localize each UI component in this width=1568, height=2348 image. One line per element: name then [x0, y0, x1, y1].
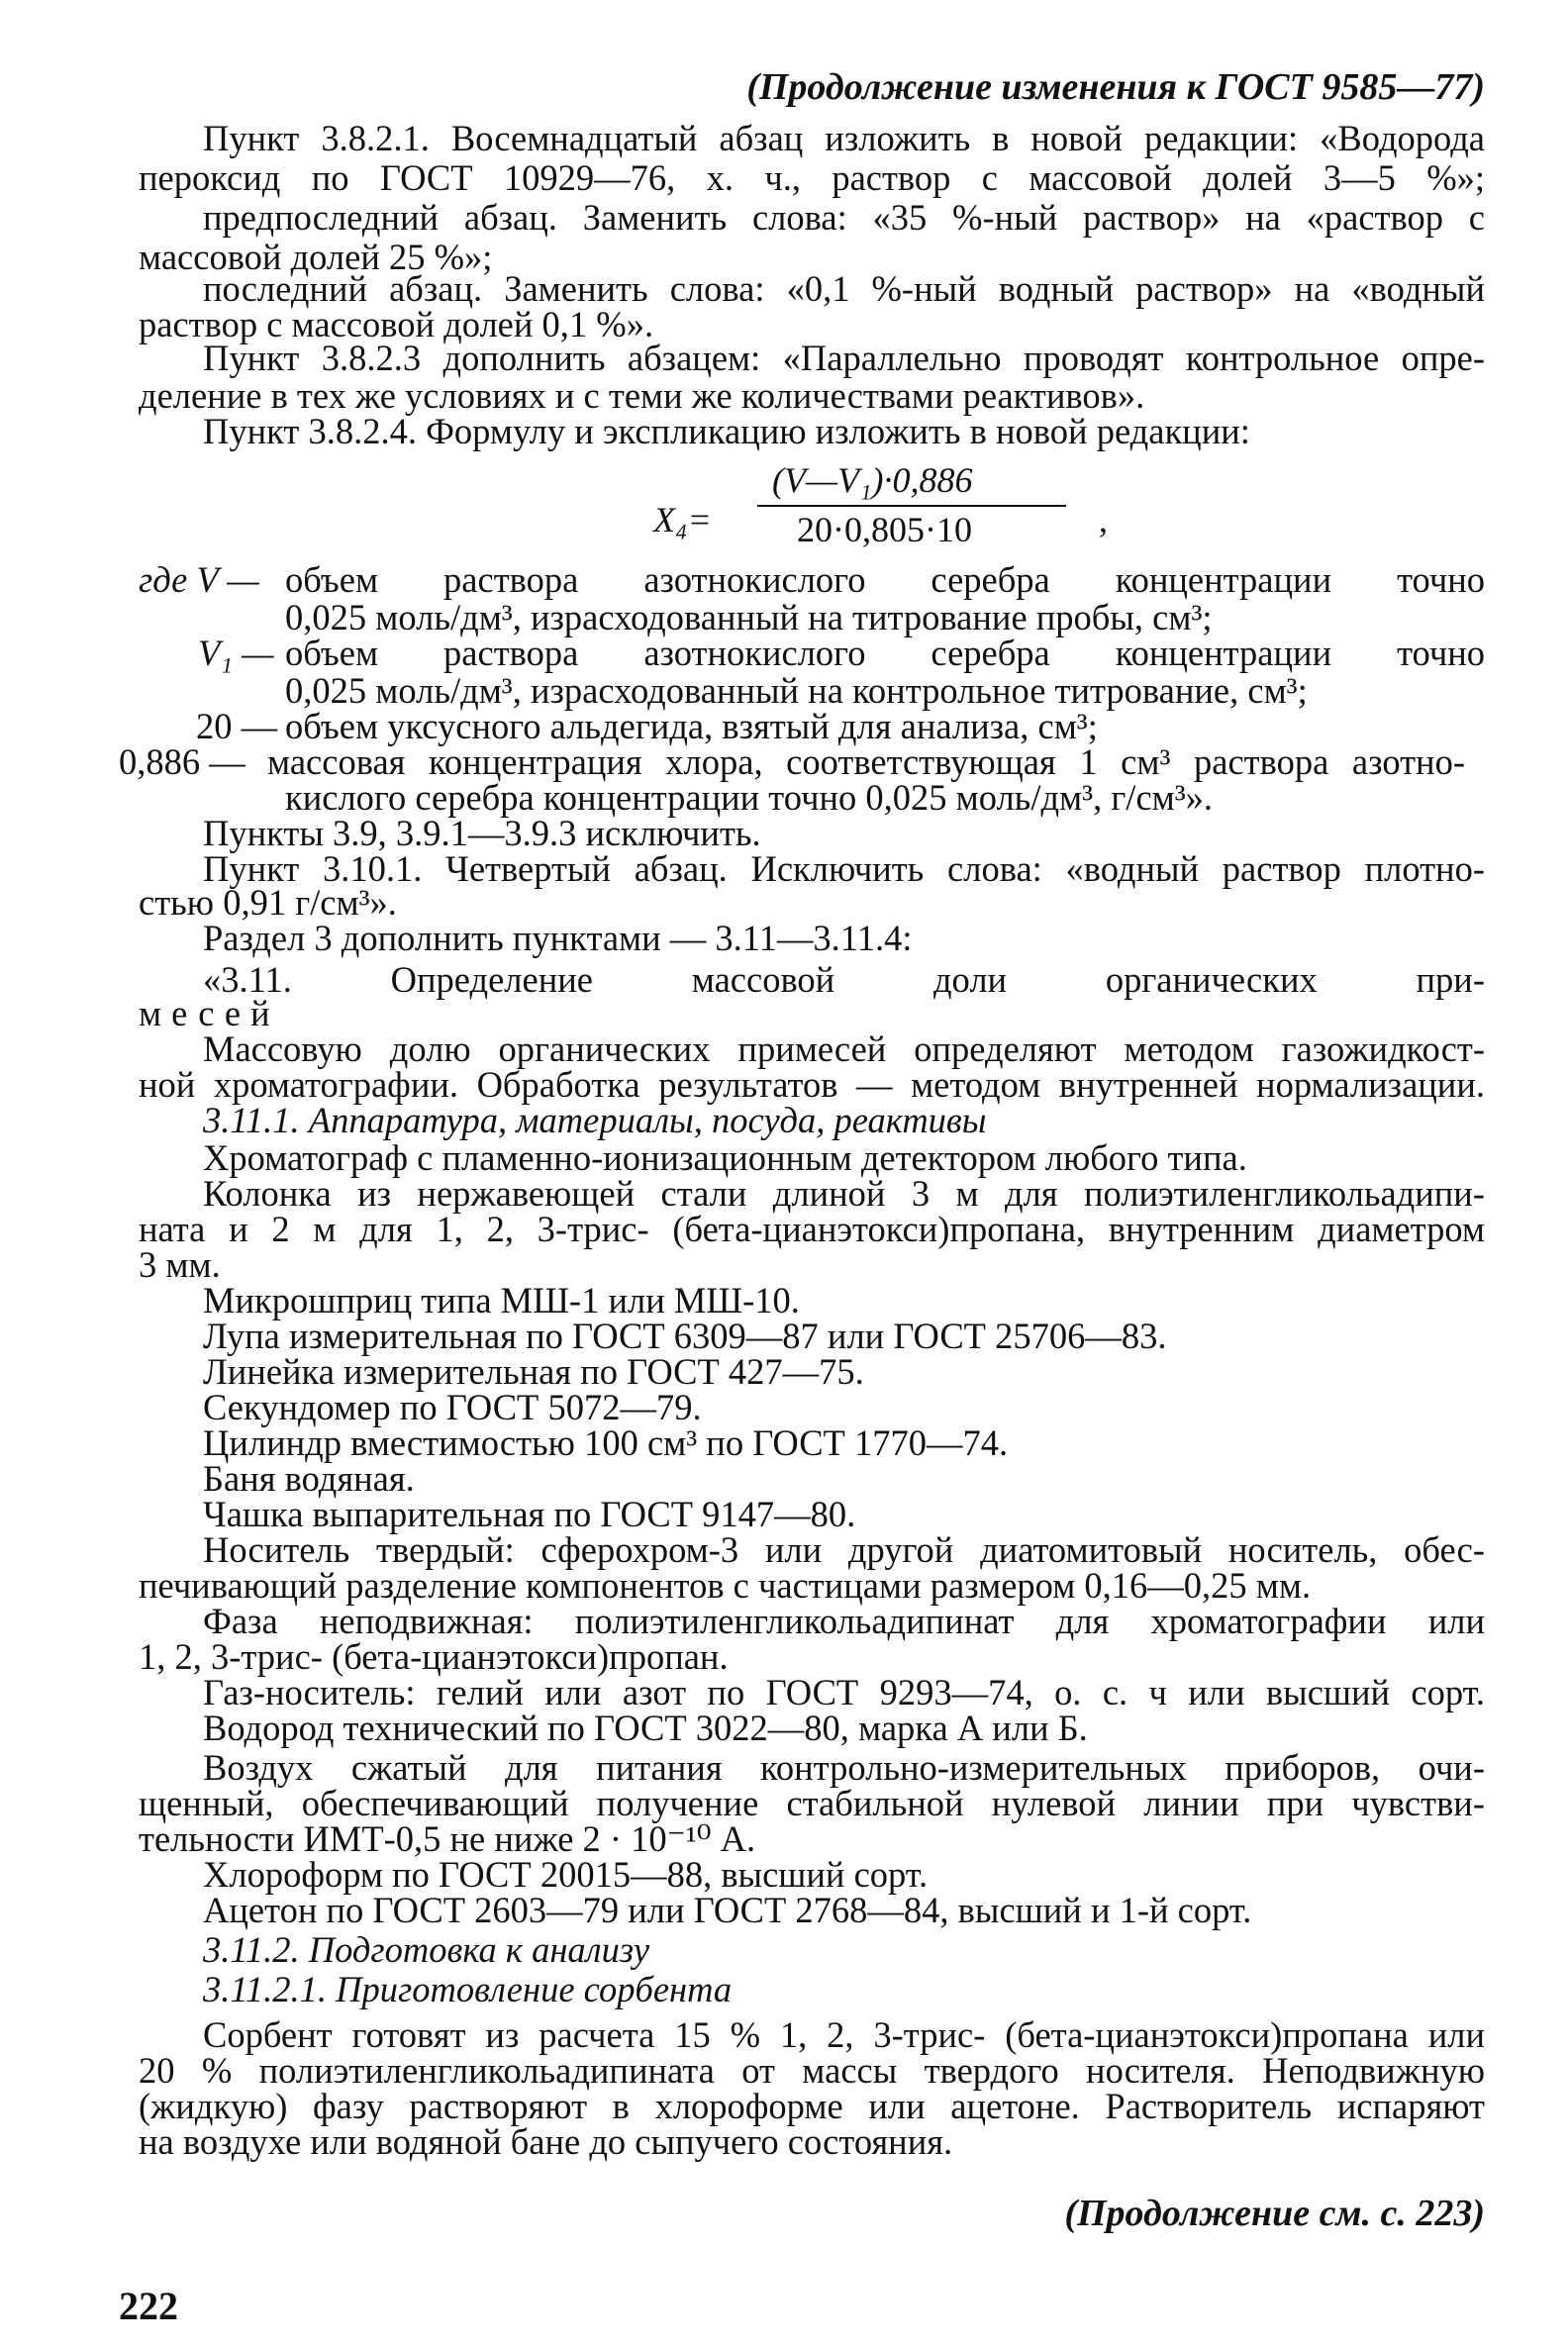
- text-line: 1, 2, 3-трис- (бета-цианэтокси)пропан.: [139, 1636, 729, 1677]
- text-line: Фаза неподвижная: полиэтиленгликольадипинат для хроматографии или: [203, 1601, 1485, 1641]
- text-line: на воздухе или водяной бане до сыпучего состояния.: [139, 2121, 953, 2162]
- text-line: Хлороформ по ГОСТ 20015—88, высший сорт.: [203, 1854, 929, 1895]
- text-line: ной хроматографии. Обработка результатов — методом внутренней нормализации.: [139, 1064, 1485, 1105]
- text-line: Массовую долю органических примесей определяют методом газожидкост-: [203, 1028, 1485, 1069]
- text-line: Носитель твердый: сферохром-3 или другой диатомитовый носитель, обес-: [203, 1529, 1485, 1570]
- subsection-heading: 3.11.2. Подготовка к анализу: [203, 1929, 650, 1970]
- definition-item: [139, 559, 1485, 637]
- definition-item: [139, 633, 1485, 711]
- text-line: Пункты 3.9, 3.9.1—3.9.3 исключить.: [203, 813, 761, 853]
- text-line: Газ-носитель: гелий или азот по ГОСТ 9293—74, о. с. ч или высший сорт.: [203, 1672, 1485, 1712]
- text-line: Пункт 3.8.2.3 дополнить абзацем: «Параллельно проводят контрольное опре-: [203, 338, 1485, 378]
- text-line: стью 0,91 г/см³».: [139, 882, 397, 923]
- text-line: Пункт 3.8.2.1. Восемнадцатый абзац изложить в новой редакции: «Водорода: [203, 118, 1485, 158]
- definition-term: где V —: [139, 559, 259, 600]
- fraction-bar: [757, 505, 1066, 507]
- section-heading: «3.11. Определение массовой доли органических при-: [203, 959, 1485, 1000]
- text-line: Лупа измерительная по ГОСТ 6309—87 или ГОСТ 25706—83.: [203, 1316, 1167, 1356]
- text-line: Хроматограф с пламенно-ионизационным детектором любого типа.: [203, 1137, 1247, 1178]
- definition-text: объем раствора азотнокислого серебра концентрации точно: [285, 559, 1485, 600]
- text-line: Чашка выпарительная по ГОСТ 9147—80.: [203, 1494, 856, 1534]
- text-line: Раздел 3 дополнить пунктами — 3.11—3.11.4:: [203, 918, 913, 958]
- definition-text: кислого серебра концентрации точно 0,025 моль/дм³, г/см³».: [285, 777, 1214, 818]
- text-line: Цилиндр вместимостью 100 см³ по ГОСТ 1770—74.: [203, 1422, 1009, 1463]
- definition-text: 0,025 моль/дм³, израсходованный на контрольное титрование, см³;: [285, 670, 1308, 711]
- text-line: щенный, обеспечивающий получение стабильной нулевой линии при чувстви-: [139, 1783, 1485, 1823]
- text-line: печивающий разделение компонентов с частицами размером 0,16—0,25 мм.: [139, 1565, 1312, 1606]
- text-line: Микрошприц типа МШ-1 или МШ-10.: [203, 1280, 800, 1321]
- text-line: предпоследний абзац. Заменить слова: «35 %-ный раствор» на «раствор с: [203, 197, 1485, 238]
- subsection-heading: 3.11.1. Аппаратура, материалы, посуда, реактивы: [203, 1100, 987, 1140]
- definition-term: 20 —: [196, 706, 278, 746]
- section-heading: месей: [139, 993, 280, 1033]
- text-line: Ацетон по ГОСТ 2603—79 или ГОСТ 2768—84, высший и 1-й сорт.: [203, 1890, 1252, 1930]
- text-line: Воздух сжатый для питания контрольно-измерительных приборов, очи-: [203, 1747, 1485, 1788]
- formula-numerator: (V—V₁)·0,886: [772, 460, 973, 500]
- definition-term: V₁ —: [198, 633, 274, 673]
- subsection-heading: 3.11.2.1. Приготовление сорбента: [203, 1969, 733, 2009]
- definition-text: массовая концентрация хлора, соответствующая 1 см³ раствора азотно-: [267, 741, 1465, 782]
- formula-denominator: 20·0,805·10: [797, 510, 972, 549]
- page-number: 222: [119, 2284, 178, 2328]
- text-line: Пункт 3.8.2.4. Формулу и экспликацию изложить в новой редакции:: [203, 411, 1250, 451]
- text-line: (жидкую) фазу растворяют в хлороформе или ацетоне. Растворитель испаряют: [139, 2086, 1485, 2126]
- text-line: Сорбент готовят из расчета 15 % 1, 2, 3-трис- (бета-цианэтокси)пропана или: [203, 2014, 1485, 2055]
- definition-text: 0,025 моль/дм³, израсходованный на титрование пробы, см³;: [285, 597, 1213, 637]
- text-line: Баня водяная.: [203, 1458, 415, 1499]
- formula-lhs: X₄=: [653, 500, 712, 539]
- text-line: пероксид по ГОСТ 10929—76, х. ч., раствор с массовой долей 3—5 %»;: [139, 157, 1485, 198]
- text-line: Секундомер по ГОСТ 5072—79.: [203, 1387, 702, 1427]
- text-line: Водород технический по ГОСТ 3022—80, марка А или Б.: [203, 1708, 1088, 1748]
- text-line: раствор с массовой долей 0,1 %».: [139, 304, 654, 344]
- definition-text: объем уксусного альдегида, взятый для анализа, см³;: [285, 706, 1098, 746]
- definition-term: 0,886 —: [119, 741, 245, 782]
- text-line: 3 мм.: [139, 1244, 221, 1285]
- text-line: 20 % полиэтиленгликольадипината от массы твердого носителя. Неподвижную: [139, 2050, 1485, 2091]
- text-line: тельности ИМТ-0,5 не ниже 2 · 10⁻¹⁰ А.: [139, 1818, 756, 1859]
- text-line: Пункт 3.10.1. Четвертый абзац. Исключить слова: «водный раствор плотно-: [203, 848, 1485, 889]
- text-line: последний абзац. Заменить слова: «0,1 %-ный водный раствор» на «водный: [203, 268, 1485, 309]
- definition-item: [119, 741, 1465, 820]
- text-line: ната и 2 м для 1, 2, 3-трис- (бета-цианэтокси)пропана, внутренним диаметром: [139, 1209, 1485, 1249]
- continuation-footer: (Продолжение см. с. 223): [1064, 2193, 1485, 2234]
- continuation-header: (Продолжение изменения к ГОСТ 9585—77): [746, 66, 1485, 108]
- definition-text: объем раствора азотнокислого серебра концентрации точно: [285, 633, 1485, 673]
- text-line: массовой долей 25 %»;: [139, 237, 493, 277]
- text-line: Линейка измерительная по ГОСТ 427—75.: [203, 1351, 864, 1392]
- formula-comma: ,: [1099, 500, 1108, 539]
- text-line: Колонка из нержавеющей стали длиной 3 м для полиэтиленгликольадипи-: [203, 1173, 1485, 1214]
- text-line: деление в тех же условиях и с теми же количествами реактивов».: [139, 375, 1145, 416]
